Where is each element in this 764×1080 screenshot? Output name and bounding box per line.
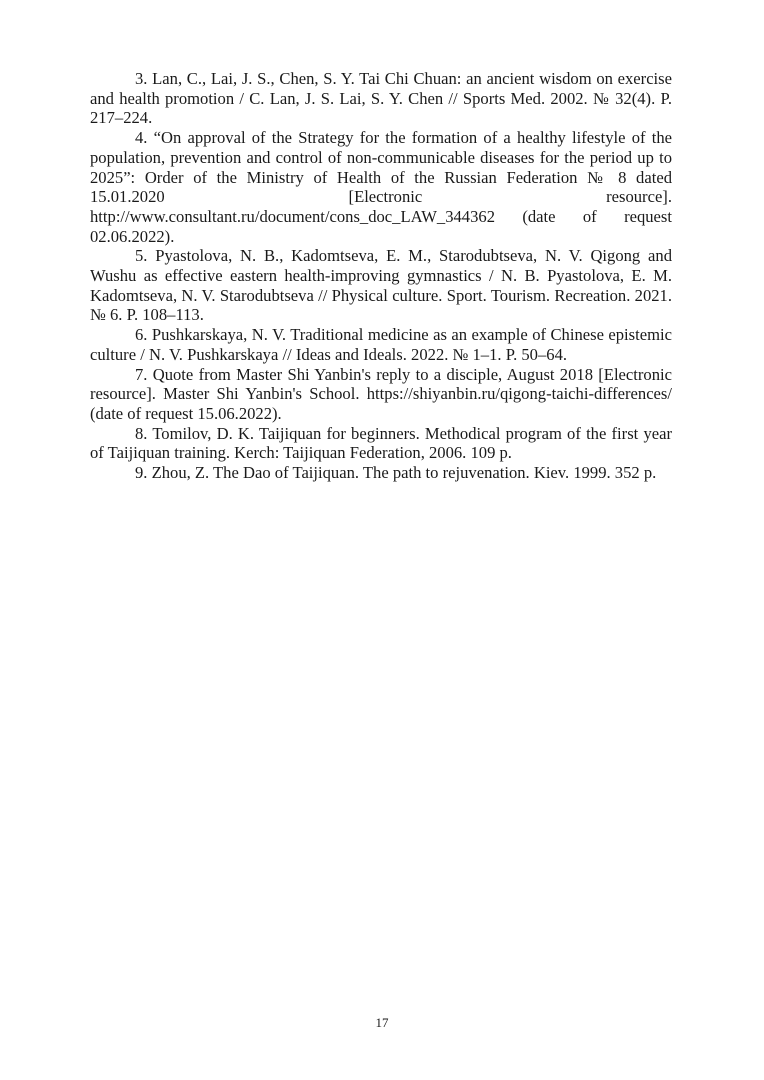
reference-item-5: 5. Pyastolova, N. B., Kadomtseva, E. M., Starodubtseva, N. V. Qigong and Wushu as effective eastern health-improving gymnastics / N. B. Pyastolova, E. M. Kadomtseva, N. V. Starodubtseva // Physical culture. Sport. Tourism. Recreation. 2021. № 6. P. 108–113. — [90, 246, 672, 325]
page-number: 17 — [375, 1015, 389, 1030]
reference-item-4: 4. “On approval of the Strategy for the formation of a healthy lifestyle of the population, prevention and control of non-communicable diseases for the period up to 2025”: Order of the Ministry of Health of the Russian Federation № 8 dated 15.01.2020 [Electronic resource]. http://www.consultant.ru/document/cons_doc_LAW_344362 (date of request 02.06.2022). — [90, 128, 672, 246]
reference-item-6: 6. Pushkarskaya, N. V. Traditional medicine as an example of Chinese epistemic culture / N. V. Pushkarskaya // Ideas and Ideals. 2022. № 1–1. P. 50–64. — [90, 325, 672, 364]
reference-item-9: 9. Zhou, Z. The Dao of Taijiquan. The path to rejuvenation. Kiev. 1999. 352 p. — [135, 463, 657, 483]
reference-item-8: 8. Tomilov, D. K. Taijiquan for beginners. Methodical program of the first year of Taijiquan training. Kerch: Taijiquan Federation, 2006. 109 p. — [90, 423, 672, 463]
reference-item-7: 7. Quote from Master Shi Yanbin's reply to a disciple, August 2018 [Electronic resource]. Master Shi Yanbin's School. https://shiyanbin.ru/qigong-taichi-differences/ (date of request 15.06.2022). — [90, 364, 672, 423]
reference-list — [90, 69, 672, 483]
reference-item-3: 3. Lan, C., Lai, J. S., Chen, S. Y. Tai Chi Chuan: an ancient wisdom on exercise and health promotion / C. Lan, J. S. Lai, S. Y. Chen // Sports Med. 2002. № 32(4). P. 217–224. — [90, 69, 672, 128]
